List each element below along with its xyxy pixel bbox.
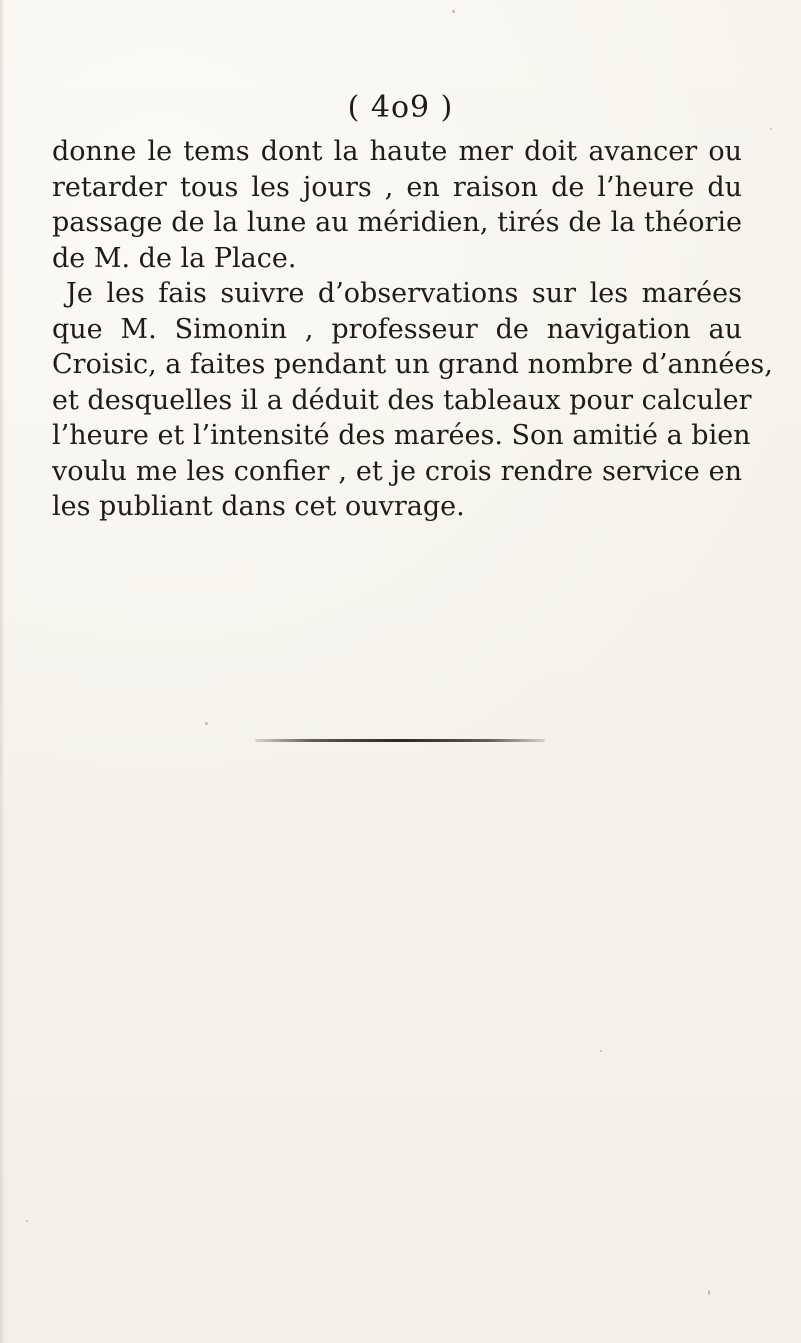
paper-speck [600,1050,602,1052]
text-line-10: voulu me les confier , et je crois rendre service en [52,455,742,487]
text-line-2: retarder tous les jours , en raison de l’heure du [52,171,742,203]
paper-speck [205,722,208,725]
paper-speck [26,1220,28,1222]
text-line-5: Je les fais suivre d’observations sur les marées [66,278,742,309]
text-line-3: passage de la lune au méridien, tirés de la théorie [52,207,742,238]
text-line-8: et desquelles il a déduit des tableaux pour calculer [52,384,752,416]
page-number: ( 4o9 ) [347,90,454,125]
text-line-9: l’heure et l’intensité des marées. Son amitié a bien [52,420,751,451]
paper-speck [770,128,772,130]
text-line-1: donne le tems dont la haute mer doit avancer ou [52,136,742,167]
page-edge-shadow [0,0,5,1343]
text-line-6: que M. Simonin , professeur de navigation au [52,313,742,345]
paper-speck [708,1290,710,1295]
paper-speck [452,10,455,13]
section-divider-rule [255,739,545,742]
text-line-4: de M. de la Place. [52,242,297,274]
text-line-7: Croisic, a faites pendant un grand nombre d’années, [52,349,773,380]
text-line-11: les publiant dans cet ouvrage. [52,491,465,522]
body-text [52,134,773,525]
